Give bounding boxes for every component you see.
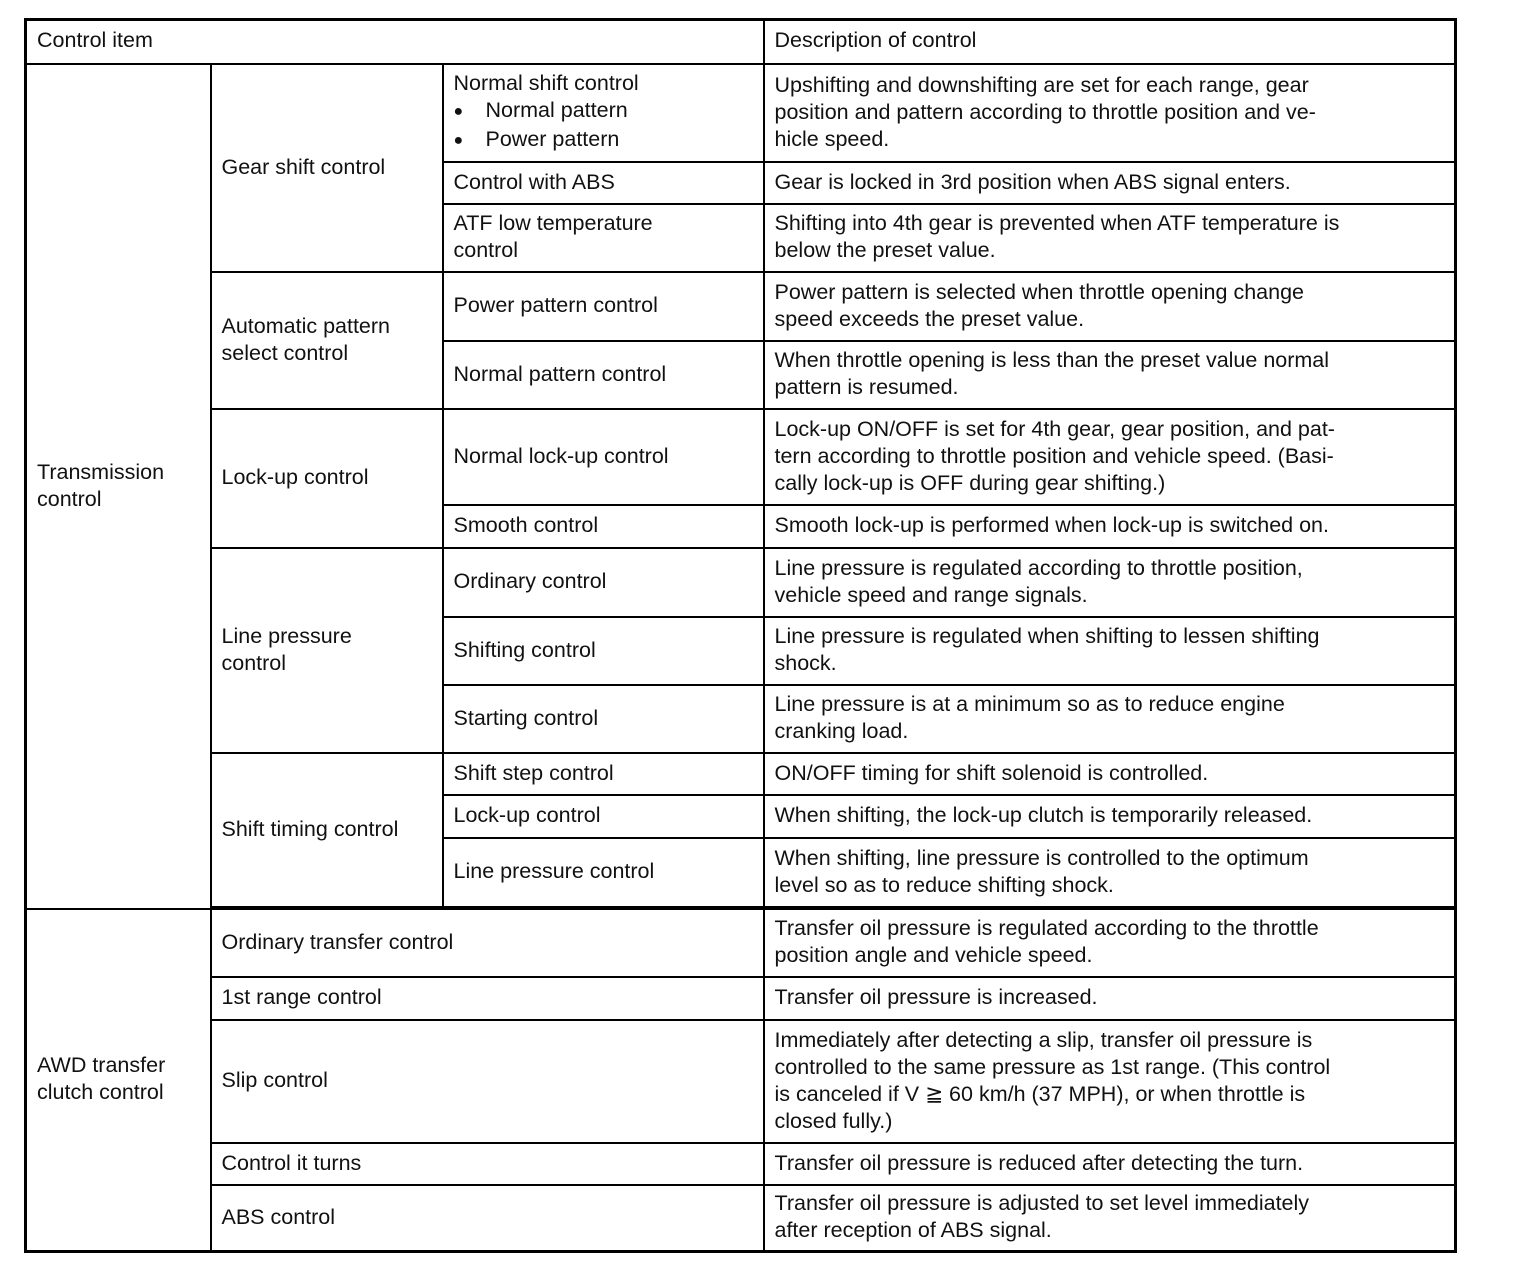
desc-normal-lock-up-control: Lock-up ON/OFF is set for 4th gear, gear position, and pat- tern according to throttle position and vehicle speed. (Basi- cally lock-up is OFF during gear shifting.) — [764, 409, 1456, 505]
table-row — [26, 1185, 1456, 1252]
desc-smooth-control: Smooth lock-up is performed when lock-up is switched on. — [764, 505, 1456, 548]
subgroup-lock-up-control: Lock-up control — [211, 409, 443, 548]
item-line-pressure-control: Line pressure control — [443, 838, 764, 907]
desc-control-with-abs: Gear is locked in 3rd position when ABS signal enters. — [764, 162, 1456, 204]
header-description: Description of control — [764, 20, 1456, 64]
item-ordinary-transfer-control: Ordinary transfer control — [211, 909, 764, 977]
bullet-icon: ● — [453, 102, 464, 120]
table-row — [26, 1143, 1456, 1185]
item-starting-control: Starting control — [443, 685, 764, 753]
table-row — [26, 753, 1456, 795]
table-row — [26, 64, 1456, 162]
desc-abs-control: Transfer oil pressure is adjusted to set level immediately after reception of ABS signal. — [764, 1185, 1456, 1252]
subgroup-automatic-pattern-select-control: Automatic pattern select control — [211, 272, 443, 409]
table-row — [26, 409, 1456, 505]
desc-normal-shift-control: Upshifting and downshifting are set for each range, gear position and pattern according to throttle position and ve- hicle speed. — [764, 64, 1456, 162]
control-spec-table — [24, 18, 1457, 1253]
header-control-item: Control item — [26, 20, 764, 64]
desc-ordinary-transfer-control: Transfer oil pressure is regulated according to the throttle position angle and vehicle speed. — [764, 909, 1456, 977]
item-shift-timing-lock-up-control: Lock-up control — [443, 795, 764, 838]
item-smooth-control: Smooth control — [443, 505, 764, 548]
item-shift-step-control: Shift step control — [443, 753, 764, 795]
table-row — [26, 548, 1456, 617]
item-abs-control: ABS control — [211, 1185, 764, 1252]
desc-control-it-turns: Transfer oil pressure is reduced after detecting the turn. — [764, 1143, 1456, 1185]
desc-slip-control: Immediately after detecting a slip, transfer oil pressure is controlled to the same pressure as 1st range. (This control is canceled if V ≧ 60 km/h (37 MPH), or when throttle is closed fully.) — [764, 1020, 1456, 1143]
table-row — [26, 1020, 1456, 1143]
desc-shift-timing-lock-up-control: When shifting, the lock-up clutch is temporarily released. — [764, 795, 1456, 838]
desc-power-pattern-control: Power pattern is selected when throttle opening change speed exceeds the preset value. — [764, 272, 1456, 341]
item-normal-pattern-control: Normal pattern control — [443, 341, 764, 409]
item-normal-lock-up-control: Normal lock-up control — [443, 409, 764, 505]
bullet-normal-pattern: ● Normal pattern — [454, 97, 754, 126]
item-1st-range-control: 1st range control — [211, 977, 764, 1020]
item-normal-shift-control: Normal shift control ● Normal pattern ● Power pattern — [443, 64, 764, 162]
desc-ordinary-control: Line pressure is regulated according to throttle position, vehicle speed and range signals. — [764, 548, 1456, 617]
desc-shift-step-control: ON/OFF timing for shift solenoid is controlled. — [764, 753, 1456, 795]
item-atf-low-temperature-control: ATF low temperature control — [443, 204, 764, 272]
table-row — [26, 272, 1456, 341]
item-power-pattern-control: Power pattern control — [443, 272, 764, 341]
table-row — [26, 977, 1456, 1020]
subgroup-gear-shift-control: Gear shift control — [211, 64, 443, 272]
desc-starting-control: Line pressure is at a minimum so as to reduce engine cranking load. — [764, 685, 1456, 753]
desc-1st-range-control: Transfer oil pressure is increased. — [764, 977, 1456, 1020]
group-awd-transfer-clutch-control: AWD transfer clutch control — [26, 909, 211, 1252]
desc-shifting-control: Line pressure is regulated when shifting to lessen shifting shock. — [764, 617, 1456, 685]
item-shifting-control: Shifting control — [443, 617, 764, 685]
item-slip-control: Slip control — [211, 1020, 764, 1143]
desc-line-pressure-control: When shifting, line pressure is controlled to the optimum level so as to reduce shifting shock. — [764, 838, 1456, 907]
desc-normal-pattern-control: When throttle opening is less than the preset value normal pattern is resumed. — [764, 341, 1456, 409]
header-row — [26, 20, 1456, 64]
item-control-it-turns: Control it turns — [211, 1143, 764, 1185]
subgroup-shift-timing-control: Shift timing control — [211, 753, 443, 907]
group-transmission-control: Transmission control — [26, 64, 211, 909]
item-ordinary-control: Ordinary control — [443, 548, 764, 617]
table-row — [26, 909, 1456, 977]
bullet-icon: ● — [453, 131, 464, 149]
bullet-power-pattern: ● Power pattern — [454, 126, 754, 155]
subgroup-line-pressure-control: Line pressure control — [211, 548, 443, 753]
item-control-with-abs: Control with ABS — [443, 162, 764, 204]
desc-atf-low-temperature-control: Shifting into 4th gear is prevented when ATF temperature is below the preset value. — [764, 204, 1456, 272]
